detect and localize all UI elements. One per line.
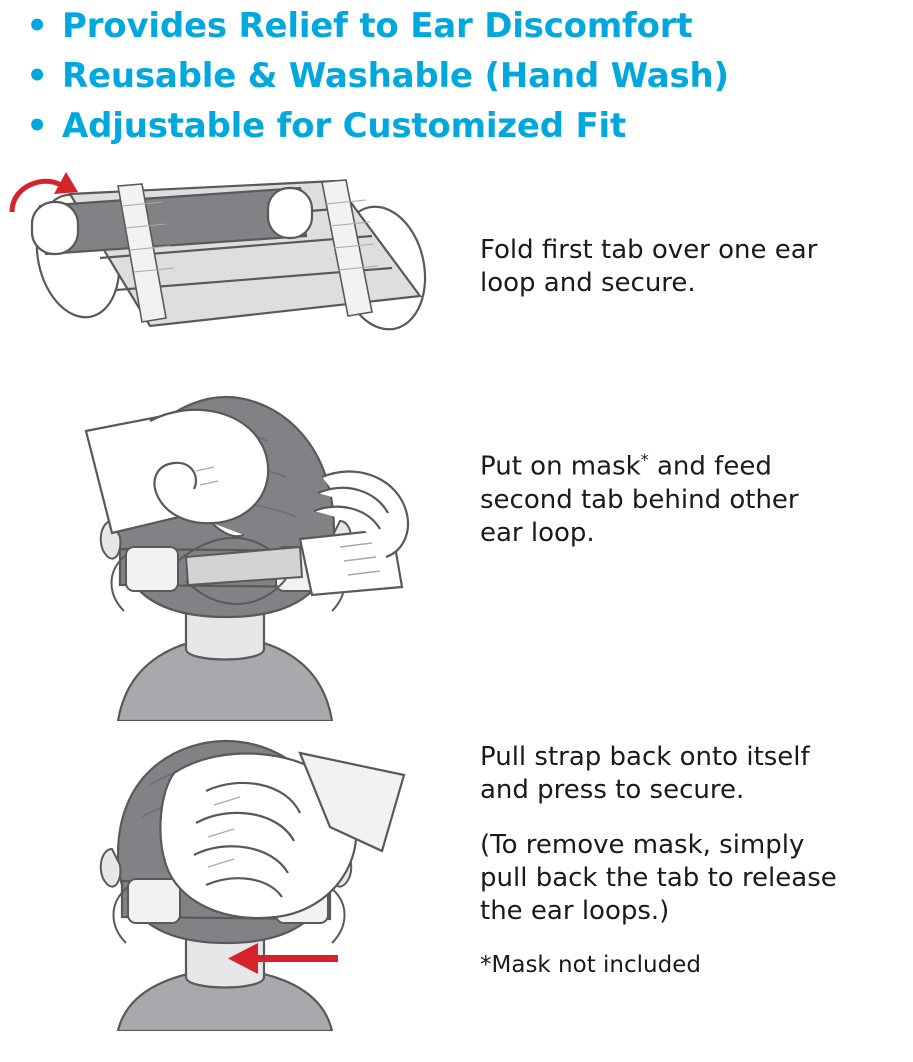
- step-2-line-3: ear loop.: [480, 517, 595, 548]
- feature-item-label: Reusable & Washable (Hand Wash): [62, 56, 729, 96]
- bullet-dot-icon: •: [26, 6, 48, 46]
- feature-item: [0, 54, 913, 98]
- step-3-paren-line-3: the ear loops.): [480, 896, 670, 926]
- head-back-view-pulling-strap-illustration: [0, 731, 470, 1031]
- step-1-line-1: Fold first tab over one ear: [480, 235, 818, 265]
- step-2-instructions: [470, 381, 913, 550]
- step-2-line-1-b: and feed: [648, 451, 772, 482]
- asterisk-marker: *: [640, 450, 649, 469]
- feature-item-label: Provides Relief to Ear Discomfort: [62, 6, 693, 46]
- bullet-dot-icon: •: [26, 106, 48, 146]
- mask-with-strap-illustration: [0, 166, 470, 371]
- step-1-line-2: loop and secure.: [480, 268, 696, 298]
- head-back-view-feeding-tab-illustration: [0, 381, 470, 721]
- footnote-mask-not-included: *Mask not included: [480, 952, 701, 978]
- instruction-step-3: [0, 731, 913, 1031]
- feature-item-label: Adjustable for Customized Fit: [62, 106, 627, 146]
- step-3-parenthetical: [480, 829, 913, 928]
- step-3-paren-line-2: pull back the tab to release: [480, 863, 837, 893]
- instruction-step-2: [0, 381, 913, 731]
- feature-item: [0, 104, 913, 148]
- feature-list: [0, 0, 913, 148]
- step-3-paren-line-1: (To remove mask, simply: [480, 830, 805, 860]
- step-3-line-1: Pull strap back onto itself: [480, 742, 810, 772]
- step-2-line-1-a: Put on mask: [480, 451, 641, 482]
- instruction-step-1: [0, 166, 913, 381]
- step-2-line-2: second tab behind other: [480, 484, 799, 515]
- step-3-instructions: [470, 731, 913, 980]
- step-1-instructions: [470, 166, 913, 300]
- step-3-line-2: and press to secure.: [480, 775, 745, 805]
- bullet-dot-icon: •: [26, 56, 48, 96]
- feature-item: [0, 4, 913, 48]
- instruction-steps: [0, 166, 913, 1031]
